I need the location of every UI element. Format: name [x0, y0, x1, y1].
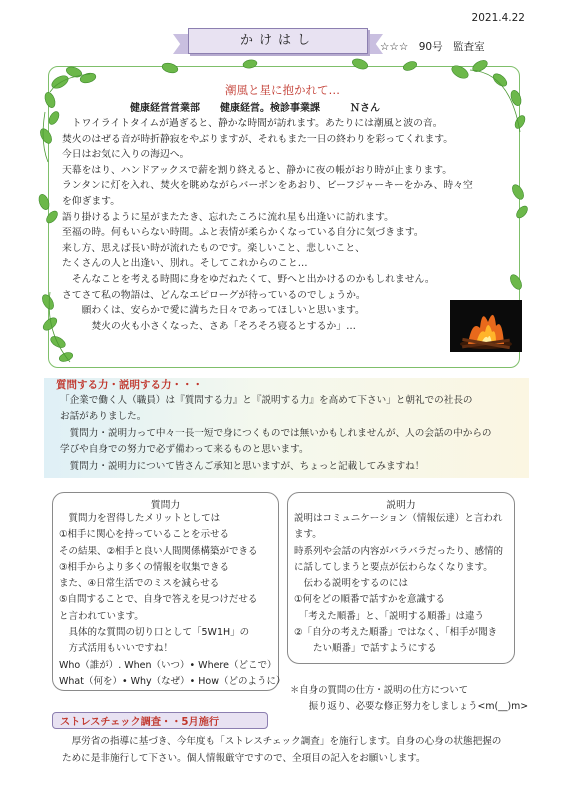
box-line: ③相手からより多くの情報を収集できる: [59, 561, 230, 573]
body-line: 学びや自身での努力で必ず備わって来るものと思います。: [60, 444, 309, 456]
newsletter-title: かけはし: [239, 33, 316, 48]
body-line: トワイライトタイムが過ぎると、静かな時間が訪れます。あたりには潮風と波の音。: [62, 118, 443, 129]
box-line: What（何を）• Why（なぜ）• How（どのように）: [59, 675, 286, 687]
campfire-photo: [450, 300, 522, 352]
article-title: 潮風と星に抱かれて…: [225, 83, 340, 97]
box-body: [288, 511, 514, 658]
section-body: [62, 733, 522, 767]
box-line: 伝わる説明をするのには: [294, 578, 409, 590]
body-line: 至福の時。何もいらない時間。ふと表情が柔らかくなっている自分に気づきます。: [62, 227, 424, 239]
box-line: ①相手に関心を持っていることを示せる: [59, 529, 230, 541]
article-author: 健康経営営業部 健康経営。検診事業課 Ｎさん: [130, 103, 380, 114]
box-line: に話してしまうと要点が伝わらなくなります。: [294, 561, 493, 573]
box-line: たい順番」で話すようにする: [294, 643, 437, 655]
box-line: 時系列や会話の内容がバラバラだったり、感情的: [294, 545, 504, 557]
box-line: ②「自分の考えた順番」ではなく、「相手が聞き: [294, 627, 498, 639]
box-line: 「考えた順番」と、「説明する順番」は違う: [294, 610, 485, 622]
box-line: 説明はコミュニケーション（情報伝達）と言われ: [294, 513, 503, 524]
body-line: さてさて私の物語は、どんなエピローグが待っているのでしょうか。: [62, 289, 366, 301]
box-line: また、④日常生活でのミスを減らせる: [59, 578, 220, 590]
box-title: 説明力: [386, 500, 416, 511]
body-line: ランタンに灯を入れ、焚火を眺めながらバーボンをあおり、ビーフジャーキーをかみ、時々空: [62, 180, 473, 192]
body-line: 焚火の火も小さくなった、さあ「そろそろ寝るとするか」…: [62, 320, 356, 332]
box-line: Who（誰が）. When（いつ）• Where（どこで）: [59, 659, 277, 671]
section-heading: 質問する力・説明する力・・・: [56, 379, 203, 391]
question-skill-box: [52, 492, 286, 691]
body-line: 願わくは、安らかで愛に満ちた日々であってほしいと思います。: [62, 305, 365, 317]
body-line: 厚労省の指導に基づき、今年度も「ストレスチェック調査」を施行します。自身の心身の状態把握の: [62, 736, 502, 747]
box-line: 具体的な質問の切り口として「5W1H」の: [59, 627, 250, 639]
body-line: 質問力・説明力について皆さんご承知と思いますが、ちょっと記載してみますね！: [60, 460, 425, 472]
issue-date: 2021.4.22: [471, 12, 525, 24]
body-line: ために是非施行して下さい。個人情報厳守ですので、全項目の記入をお願いします。: [62, 753, 426, 764]
footnote-line: ＊自身の質問の仕方・説明の仕方について: [290, 685, 468, 696]
body-line: お話がありました。: [60, 411, 147, 423]
newsletter-title-ribbon: [188, 28, 368, 54]
explanation-skill-box: [287, 492, 515, 664]
box-line: と言われています。: [59, 610, 144, 622]
section-body: [60, 393, 520, 475]
body-line: たくさんの人と出逢い、別れ。そしてこれからのこと…: [62, 258, 308, 270]
body-line: そんなことを考える時間に身をゆだねたくて、野へと出かけるのかもしれません。: [62, 273, 435, 285]
body-line: 「企業で働く人（職員）は『質問する力』と『説明する力』を高めて下さい」と朝礼での社長の: [60, 395, 473, 406]
footnote: [290, 683, 528, 715]
section-heading: ストレスチェック調査・・5月施行: [60, 717, 220, 728]
box-line: その結果、②相手と良い人間関係構築ができる: [59, 545, 258, 557]
body-line: 焚火のはぜる音が時折静寂をやぶりますが、それもまた一日の終わりを彩ってくれます。: [62, 133, 454, 145]
box-body: [53, 511, 286, 690]
body-line: 天幕をはり、ハンドアックスで薪を割り終えると、静かに夜の帳がおり時が止まります。: [62, 164, 453, 176]
box-line: ます。: [294, 529, 322, 541]
issue-info: ☆☆☆ 90号 監査室: [380, 41, 485, 53]
body-line: を仰ぎます。: [62, 195, 120, 207]
body-line: 語り掛けるように星がまたたき、忘れたころに流れ星も出逢いに訪れます。: [62, 211, 394, 223]
box-line: ①何をどの順番で話すかを意識する: [294, 594, 446, 606]
article-body: [62, 116, 492, 334]
footnote-line: 振り返り、必要な修正努力をしましょう<m(__)m>: [290, 701, 529, 712]
box-line: 方式活用もいいですね！: [59, 643, 174, 655]
box-title: 質問力: [150, 500, 181, 511]
body-line: 今日はお気に入りの海辺へ。: [62, 149, 190, 161]
body-line: 質問力・説明力って中々一長一短で身につくものでは無いかもしれませんが、人の会話の中からの: [60, 427, 492, 439]
box-line: 質問力を習得したメリットとしては: [59, 513, 221, 524]
box-line: ⑤自問することで、自身で答えを見つけだせる: [59, 594, 258, 606]
body-line: 来し方、思えば長い時が流れたものです。楽しいこと、悲しいこと、: [62, 242, 365, 254]
